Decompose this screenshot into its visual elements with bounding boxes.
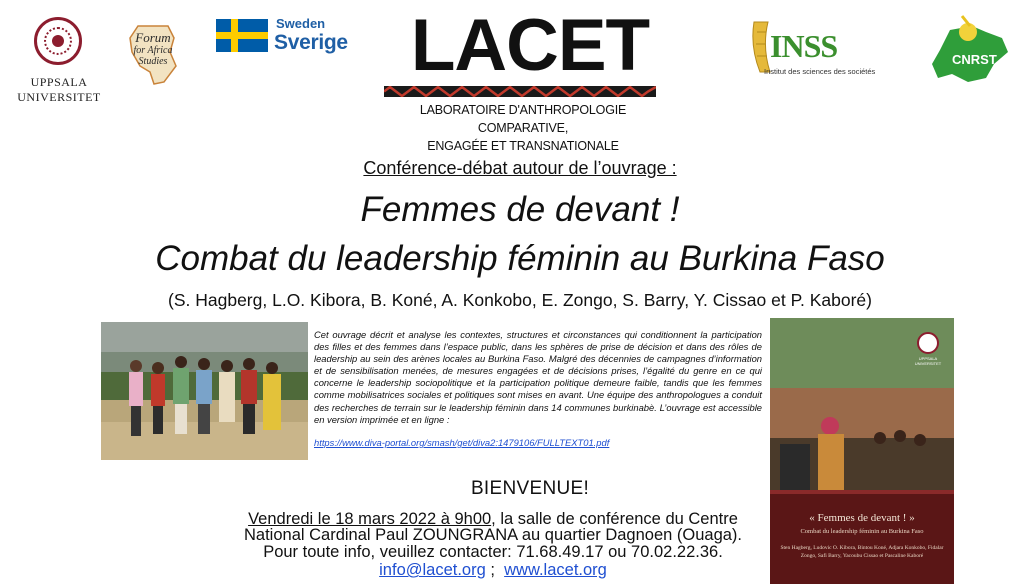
forum-logo-line-2: for Africa — [133, 45, 173, 56]
lacet-subtitle-line-1: LABORATOIRE D'ANTHROPOLOGIE COMPARATIVE, — [419, 103, 627, 135]
sweden-logo-small: Sweden — [276, 16, 326, 31]
cnrst-logo-emblem — [928, 12, 1012, 88]
book-cover-subtitle: Combat du leadership féminin au Burkina Faso — [800, 528, 924, 535]
book-cover-title: « Femmes de devant ! » — [809, 512, 915, 524]
event-venue-2: National Cardinal Paul ZOUNGRANA au quartier Dagnoen (Ouaga). — [244, 526, 742, 544]
sweden-flag-logo — [216, 19, 268, 52]
book-cover-authors: Sten Hagberg, Ludovic O. Kibora, Bintou Koné, Adjara Konkobo, Fidalar Zongo, Safi Barry, Yacoubu Cissao et Pascaline Kaboré — [780, 545, 944, 559]
authors-line: (S. Hagberg, L.O. Kibora, B. Koné, A. Konkobo, E. Zongo, S. Barry, Y. Cissao et P. Kaboré) — [168, 290, 872, 310]
forum-logo-text — [122, 31, 184, 67]
event-date: Vendredi le 18 mars 2022 à 9h00 — [248, 510, 492, 528]
book-cover-lower-panel — [770, 494, 954, 584]
website-link[interactable]: www.lacet.org — [504, 561, 607, 579]
lacet-patterned-band — [384, 86, 656, 97]
forum-logo-line-3: Studies — [138, 56, 168, 67]
uppsala-logo-text — [14, 75, 104, 105]
email-link[interactable]: info@lacet.org — [379, 561, 486, 579]
contact-separator: ; — [485, 561, 505, 579]
inss-logo-name: INSS — [770, 28, 838, 64]
lacet-subtitle-line-2: ENGAGÉE ET TRANSNATIONALE — [427, 139, 619, 153]
event-venue-1: , la salle de conférence du Centre — [491, 510, 738, 528]
book-cover — [770, 318, 954, 584]
conference-label: Conférence-débat autour de l’ouvrage : — [363, 158, 677, 178]
welcome-heading: BIENVENUE! — [470, 478, 590, 499]
uppsala-seal-logo — [34, 17, 82, 65]
book-title-line-2: Combat du leadership féminin au Burkina Faso — [155, 239, 885, 278]
book-description: Cet ouvrage décrit et analyse les contextes, structures et circonstances qui conditionnent la participation des filles et des femmes dans l’espace public, dans les sphères de prise de décision et dans des rôles de leadership au sein des arènes locales au Burkina Faso. Malgré des décennies de campagnes d’information et de sensibilisation menées, de mesures engagées et de décisions prises, l’égalité du genre en ce qui concerne le leadership sociopolitique et la participation politique demeure faible, tandis que les femmes comme mobilisatrices sociales et politiques sont mises en avant. Une équipe des anthropologues a conduit des recherches de terrain sur le leadership féminin dans 14 communes burkinabè. L’ouvrage est accessible en version imprimée et en ligne : — [314, 329, 762, 425]
lacet-logo-title: LACET — [410, 5, 650, 86]
contact-links — [198, 561, 788, 580]
lacet-logo-subtitle — [378, 101, 668, 155]
book-online-link[interactable]: https://www.diva-portal.org/smash/get/diva2:1479106/FULLTEXT01.pdf — [314, 437, 610, 448]
group-photo — [101, 322, 308, 460]
uppsala-logo-line-1: UPPSALA — [30, 75, 88, 89]
contact-info: Pour toute info, veuillez contacter: 71.68.49.17 ou 70.02.22.36. — [263, 543, 723, 561]
uppsala-logo-line-2: UNIVERSITET — [17, 90, 101, 104]
book-publisher: UPPSALA UNIVERSITET — [914, 356, 942, 366]
book-publisher-emblem — [917, 332, 939, 354]
forum-logo-line-1: Forum — [135, 30, 171, 45]
inss-logo-caption: Institut des sciences des sociétés — [764, 67, 876, 76]
cnrst-logo-text: CNRST — [952, 52, 997, 67]
book-title-line-1: Femmes de devant ! — [360, 190, 680, 229]
sweden-logo-big: Sverige — [274, 31, 348, 54]
